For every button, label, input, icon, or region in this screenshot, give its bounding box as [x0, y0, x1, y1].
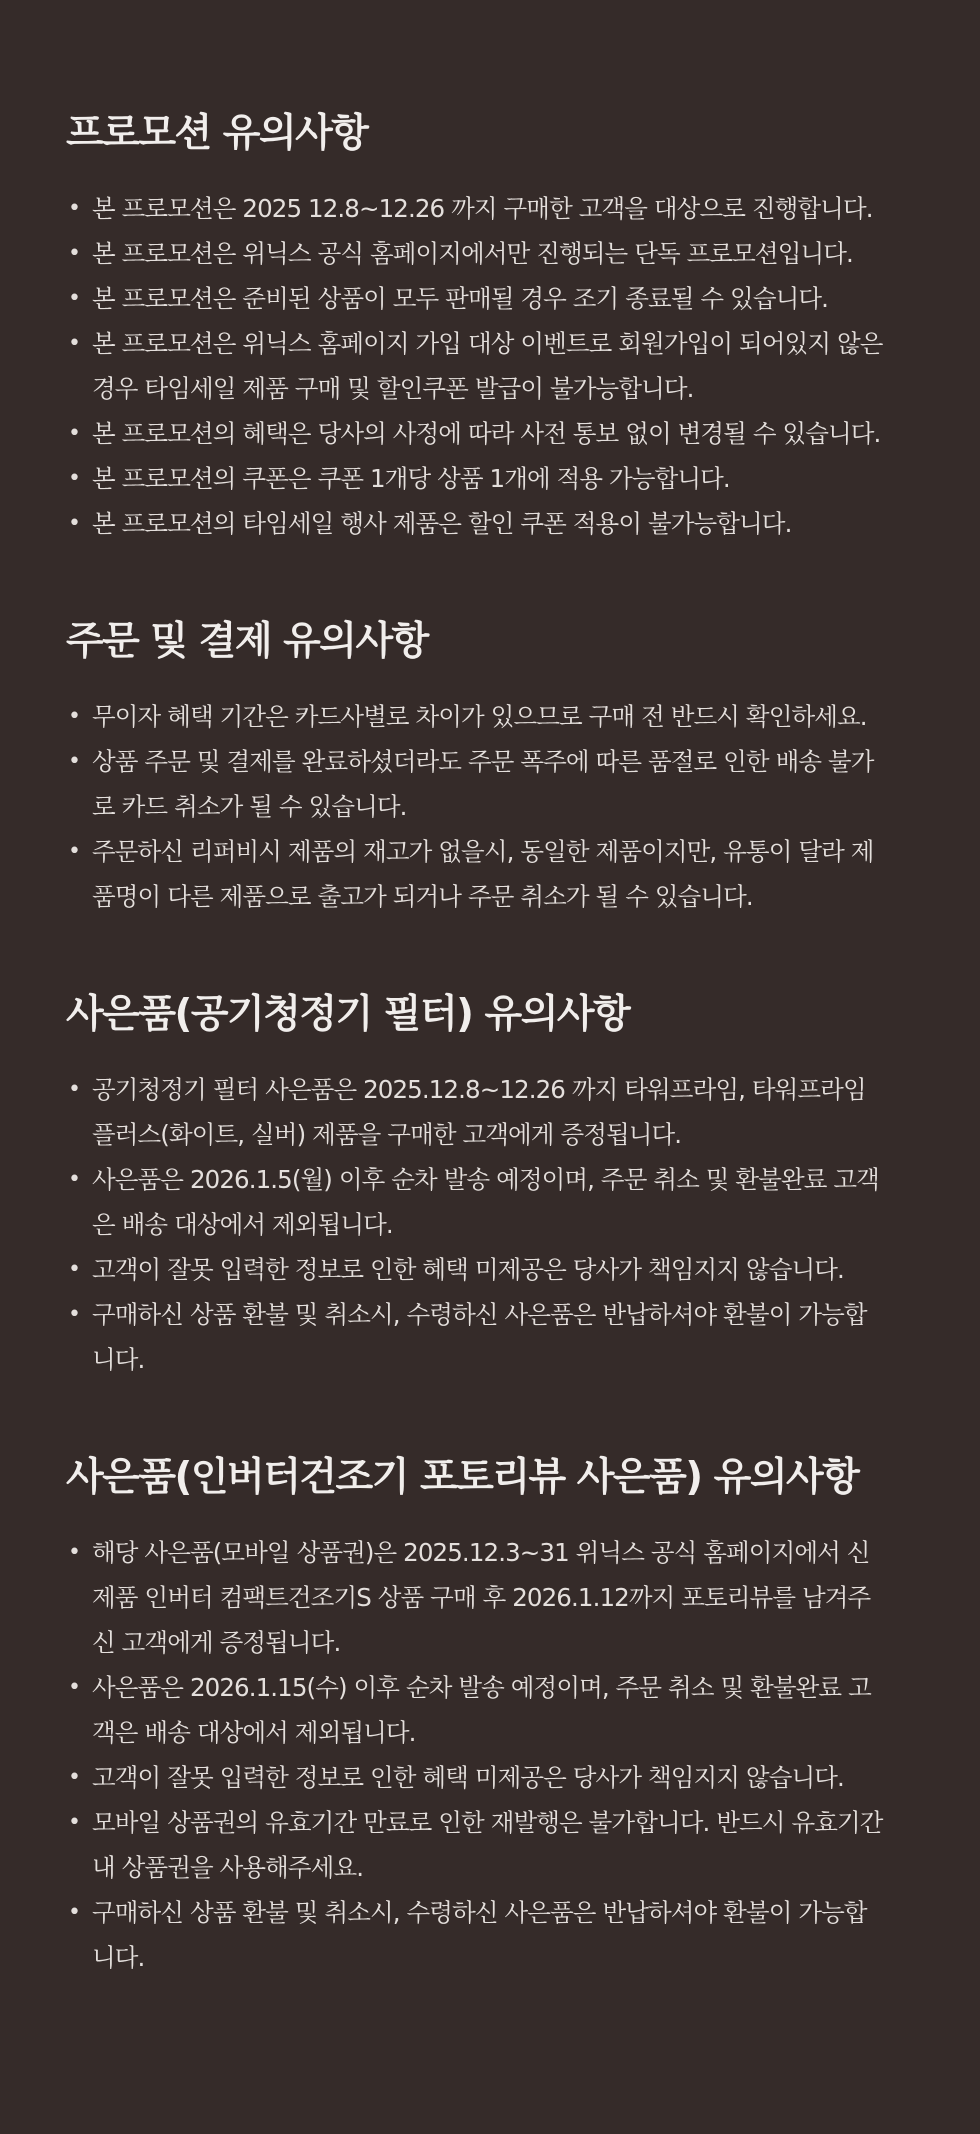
- notice-list: [66, 186, 926, 546]
- bullet-icon: •: [68, 286, 81, 311]
- section-title: 주문 및 결제 유의사항: [66, 619, 428, 664]
- bullet-icon: •: [68, 421, 81, 446]
- bullet-icon: •: [68, 1765, 81, 1790]
- section-title: 사은품(인버터건조기 포토리뷰 사은품) 유의사항: [66, 1455, 859, 1500]
- list-item: • 본 프로모션의 혜택은 당사의 사정에 따라 사전 통보 없이 변경될 수 있습니다.: [66, 411, 926, 456]
- list-item: • 해당 사은품(모바일 상품권)은 2025.12.3~31 위닉스 공식 홈페이지에서 신 제품 인버터 컴팩트건조기S 상품 구매 후 2026.1.12까지 포토리뷰를 남겨주 신 고객에게 증정됩니다.: [66, 1530, 926, 1665]
- bullet-icon: •: [68, 839, 81, 864]
- notice-list: [66, 694, 926, 919]
- bullet-icon: •: [68, 1540, 81, 1565]
- bullet-icon: •: [68, 1900, 81, 1925]
- list-item: • 본 프로모션은 위닉스 공식 홈페이지에서만 진행되는 단독 프로모션입니다.: [66, 231, 926, 276]
- gift-filter-notice-section: [66, 987, 926, 1382]
- list-item: • 본 프로모션의 쿠폰은 쿠폰 1개당 상품 1개에 적용 가능합니다.: [66, 456, 926, 501]
- list-item: • 사은품은 2026.1.5(월) 이후 순차 발송 예정이며, 주문 취소 및 환불완료 고객 은 배송 대상에서 제외됩니다.: [66, 1157, 926, 1247]
- bullet-icon: •: [68, 1810, 81, 1835]
- list-item: • 무이자 혜택 기간은 카드사별로 차이가 있으므로 구매 전 반드시 확인하세요.: [66, 694, 926, 739]
- section-title: 사은품(공기청정기 필터) 유의사항: [66, 992, 630, 1037]
- bullet-icon: •: [68, 1167, 81, 1192]
- list-item: • 공기청정기 필터 사은품은 2025.12.8~12.26 까지 타워프라임, 타워프라임 플러스(화이트, 실버) 제품을 구매한 고객에게 증정됩니다.: [66, 1067, 926, 1157]
- notice-list: [66, 1067, 926, 1382]
- bullet-icon: •: [68, 1302, 81, 1327]
- bullet-icon: •: [68, 704, 81, 729]
- list-item: • 사은품은 2026.1.15(수) 이후 순차 발송 예정이며, 주문 취소 및 환불완료 고 객은 배송 대상에서 제외됩니다.: [66, 1665, 926, 1755]
- bullet-icon: •: [68, 1257, 81, 1282]
- bullet-icon: •: [68, 466, 81, 491]
- list-item: • 본 프로모션은 위닉스 홈페이지 가입 대상 이벤트로 회원가입이 되어있지 않은 경우 타임세일 제품 구매 및 할인쿠폰 발급이 불가능합니다.: [66, 321, 926, 411]
- list-item: • 본 프로모션은 2025 12.8~12.26 까지 구매한 고객을 대상으로 진행합니다.: [66, 186, 926, 231]
- bullet-icon: •: [68, 749, 81, 774]
- bullet-icon: •: [68, 1077, 81, 1102]
- list-item: • 본 프로모션은 준비된 상품이 모두 판매될 경우 조기 종료될 수 있습니다.: [66, 276, 926, 321]
- list-item: • 본 프로모션의 타임세일 행사 제품은 할인 쿠폰 적용이 불가능합니다.: [66, 501, 926, 546]
- gift-photo-review-notice-section: [66, 1450, 926, 1980]
- list-item: • 구매하신 상품 환불 및 취소시, 수령하신 사은품은 반납하셔야 환불이 가능합 니다.: [66, 1890, 926, 1980]
- list-item: • 주문하신 리퍼비시 제품의 재고가 없을시, 동일한 제품이지만, 유통이 달라 제 품명이 다른 제품으로 출고가 되거나 주문 취소가 될 수 있습니다.: [66, 829, 926, 919]
- promotion-notice-section: [66, 106, 926, 546]
- bullet-icon: •: [68, 331, 81, 356]
- list-item: • 고객이 잘못 입력한 정보로 인한 혜택 미제공은 당사가 책임지지 않습니다.: [66, 1247, 926, 1292]
- order-payment-notice-section: [66, 614, 926, 919]
- bullet-icon: •: [68, 196, 81, 221]
- bullet-icon: •: [68, 1675, 81, 1700]
- section-title: 프로모션 유의사항: [66, 111, 368, 156]
- list-item: • 상품 주문 및 결제를 완료하셨더라도 주문 폭주에 따른 품절로 인한 배송 불가 로 카드 취소가 될 수 있습니다.: [66, 739, 926, 829]
- list-item: • 고객이 잘못 입력한 정보로 인한 혜택 미제공은 당사가 책임지지 않습니다.: [66, 1755, 926, 1800]
- list-item: • 구매하신 상품 환불 및 취소시, 수령하신 사은품은 반납하셔야 환불이 가능합 니다.: [66, 1292, 926, 1382]
- list-item: • 모바일 상품권의 유효기간 만료로 인한 재발행은 불가합니다. 반드시 유효기간 내 상품권을 사용해주세요.: [66, 1800, 926, 1890]
- bullet-icon: •: [68, 511, 81, 536]
- bullet-icon: •: [68, 241, 81, 266]
- notice-list: [66, 1530, 926, 1980]
